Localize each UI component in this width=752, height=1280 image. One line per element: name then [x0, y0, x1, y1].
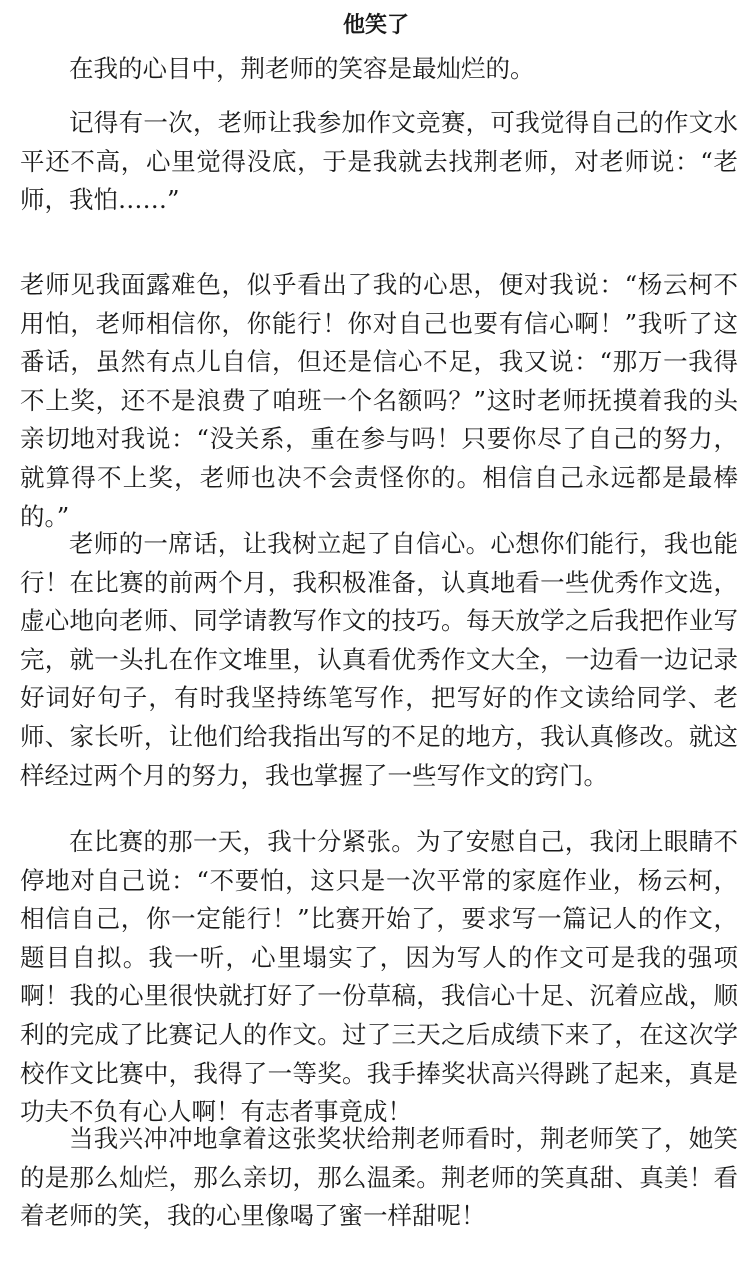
- paragraph-2: 记得有一次，老师让我参加作文竞赛，可我觉得自己的作文水平还不高，心里觉得没底，于是我就去找荆老师，对老师说：“老师，我怕……”: [20, 108, 738, 215]
- paragraph-4: 老师的一席话，让我树立起了自信心。心想你们能行，我也能行！在比赛的前两个月，我积极准备，认真地看一些优秀作文选，虚心地向老师、同学请教写作文的技巧。每天放学之后我把作业写完，就一头扎在作文堆里，认真看优秀作文大全，一边看一边记录好词好句子，有时我坚持练笔写作，把写好的作文读给同学、老师、家长听，让他们给我指出写的不足的地方，我认真修改。就这样经过两个月的努力，我也掌握了一些写作文的窍门。: [20, 529, 738, 790]
- document-title: 他笑了: [342, 12, 409, 38]
- paragraph-1: 在我的心目中，荆老师的笑容是最灿烂的。: [69, 54, 535, 83]
- paragraph-3: 老师见我面露难色，似乎看出了我的心思，便对我说：“杨云柯不用怕，老师相信你，你能行！你对自己也要有信心啊！”我听了这番话，虽然有点儿自信，但还是信心不足，我又说：“那万一我得不上奖，还不是浪费了咱班一个名额吗？”这时老师抚摸着我的头亲切地对我说：“没关系，重在参与吗！只要你尽了自己的努力，就算得不上奖，老师也决不会责怪你的。相信自己永远都是最棒的。”: [20, 270, 738, 531]
- paragraph-5: 在比赛的那一天，我十分紧张。为了安慰自己，我闭上眼睛不停地对自己说：“不要怕，这只是一次平常的家庭作业，杨云柯，相信自己，你一定能行！”比赛开始了，要求写一篇记人的作文，题目自拟。我一听，心里塌实了，因为写人的作文可是我的强项啊！我的心里很快就打好了一份草稿，我信心十足、沉着应战，顺利的完成了比赛记人的作文。过了三天之后成绩下来了，在这次学校作文比赛中，我得了一等奖。我手捧奖状高兴得跳了起来，真是功夫不负有心人啊！有志者事竟成！: [20, 827, 738, 1127]
- paragraph-6: 当我兴冲冲地拿着这张奖状给荆老师看时，荆老师笑了，她笑的是那么灿烂，那么亲切，那么温柔。荆老师的笑真甜、真美！看着老师的笑，我的心里像喝了蜜一样甜呢！: [20, 1124, 738, 1231]
